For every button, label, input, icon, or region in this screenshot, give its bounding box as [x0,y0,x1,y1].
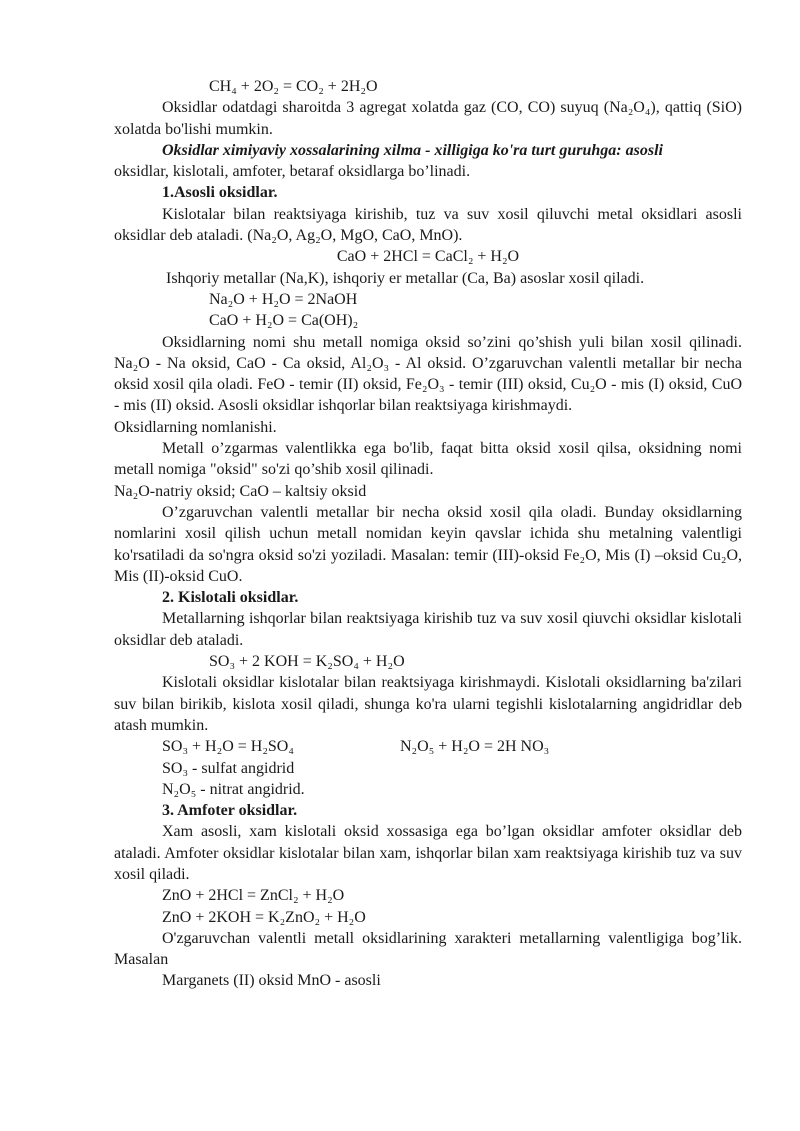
equation-n2o5-h2o: N₂O₅ + H₂O = 2H NO₃ [400,738,550,756]
equation-row [114,736,742,757]
so3-name: SO₃ - sulfat angidrid [162,759,295,777]
paragraph-anhydrides: Kislotali oksidlar kislotalar bilan reaktsiyaga kirishmaydi. Kislotali oksidlarning ba'zilari suv bilan birikib, kislota xosil qiladi, shunga ko'ra ularni tegishli kislotalarning angidridlar deb atash mumkin. [114,674,742,734]
equation-na2o: Na₂O + H₂O = 2NaOH [209,290,358,308]
paragraph-states: Oksidlar odatdagi sharoitda 3 agregat xolatda gaz (CO, CO) suyuq (Na₂O₄), qattiq (SiO) xolatda bo'lishi mumkin. [114,99,742,138]
document-page [114,76,742,992]
section-heading-amphoteric: 3. Amfoter oksidlar. [162,802,298,820]
heading-groups: Oksidlar ximiyaviy xossalarining xilma - xilligiga ko'ra turt guruhga: asosli [162,141,663,159]
paragraph-acidic-oxides: Metallarning ishqorlar bilan reaktsiyaga kirishib tuz va suv xosil qiuvchi oksidlar kislotali oksidlar deb ataladi. [114,610,742,649]
paragraph-mno: Marganets (II) oksid MnO - asosli [162,972,381,990]
paragraph-variable-valence: O’zgaruvchan valentli metallar bir necha oksid xosil qila oladi. Bunday oksidlarning nomlarini xosil qilish uchun metall nomidan keyin qavslar ichida shu metalning valentligi ko'rsatiladi da so'ngra oksid so'zi yoziladi. Masalan: temir (III)-oksid Fe₂O, Mis (I) –oksid Cu₂O, Mis (II)-oksid CuO. [114,503,742,585]
paragraph-character: O'zgaruvchan valentli metall oksidlarining xarakteri metallarning valentligiga bog’lik. Masalan [114,929,742,969]
equation-methane: CH₄ + 2O₂ = CO₂ + 2H₂O [209,78,378,95]
paragraph-alkali-metals: Ishqoriy metallar (Na,K), ishqoriy er metallar (Ca, Ba) asoslar xosil qiladi. [166,269,645,287]
equation-zno-koh: ZnO + 2KOH = K₂ZnO₂ + H₂O [162,908,366,926]
paragraph-amphoteric-oxides: Xam asosli, xam kislotali oksid xossasiga ega bo’lgan oksidlar amfoter oksidlar deb ataladi. Amfoter oksidlar kislotalar bilan xam, ishqorlar bilan xam reaktsiyaga kirishib tuz va suv xosil qiladi. [114,823,742,883]
equation-so3-h2o: SO₃ + H₂O = H₂SO₄ [162,738,294,756]
paragraph-naming: Oksidlarning nomi shu metall nomiga oksid so’zini qo’shish yuli bilan xosil qilinadi. Na₂O - Na oksid, CaO - Ca oksid, Al₂O₃ - Al oksid. O’zgaruvchan valentli metallar bir necha oksid xosil qila oladi. FeO - temir (II) oksid, Fe₂O₃ - temir (III) oksid, Cu₂O - mis (I) oksid, CuO - mis (II) oksid. Asosli oksidlar ishqorlar bilan reaktsiyaga kirishmaydi. [114,333,742,415]
paragraph-constant-valence: Metall o’zgarmas valentlikka ega bo'lib, faqat bitta oksid xosil qilsa, oksidning nomi metall nomiga "oksid" so'zi qo’shib xosil qilinadi. [114,440,742,479]
naming-examples: Na₂O-natriy oksid; CaO – kaltsiy oksid [114,482,367,500]
equation-cao-h2o: CaO + H₂O = Ca(OH)₂ [209,312,359,330]
n2o5-name: N₂O₅ - nitrat angidrid. [162,780,305,798]
paragraph-groups: oksidlar, kislotali, amfoter, betaraf oksidlarga bo’linadi. [114,163,471,181]
section-heading-basic: 1.Asosli oksidlar. [162,184,278,202]
equation-cao-hcl: CaO + 2HCl = CaCl₂ + H₂O [336,248,520,266]
equation-zno-hcl: ZnO + 2HCl = ZnCl₂ + H₂O [162,887,345,905]
naming-title: Oksidlarning nomlanishi. [114,418,277,436]
section-heading-acidic: 2. Kislotali oksidlar. [162,589,299,607]
equation-so3-koh: SO₃ + 2 KOH = K₂SO₄ + H₂O [209,653,405,671]
paragraph-basic-oxides: Kislotalar bilan reaktsiyaga kirishib, tuz va suv xosil qiluvchi metal oksidlari asosli oksidlar deb ataladi. (Na₂O, Ag₂O, MgO, CaO, MnO). [114,205,742,245]
